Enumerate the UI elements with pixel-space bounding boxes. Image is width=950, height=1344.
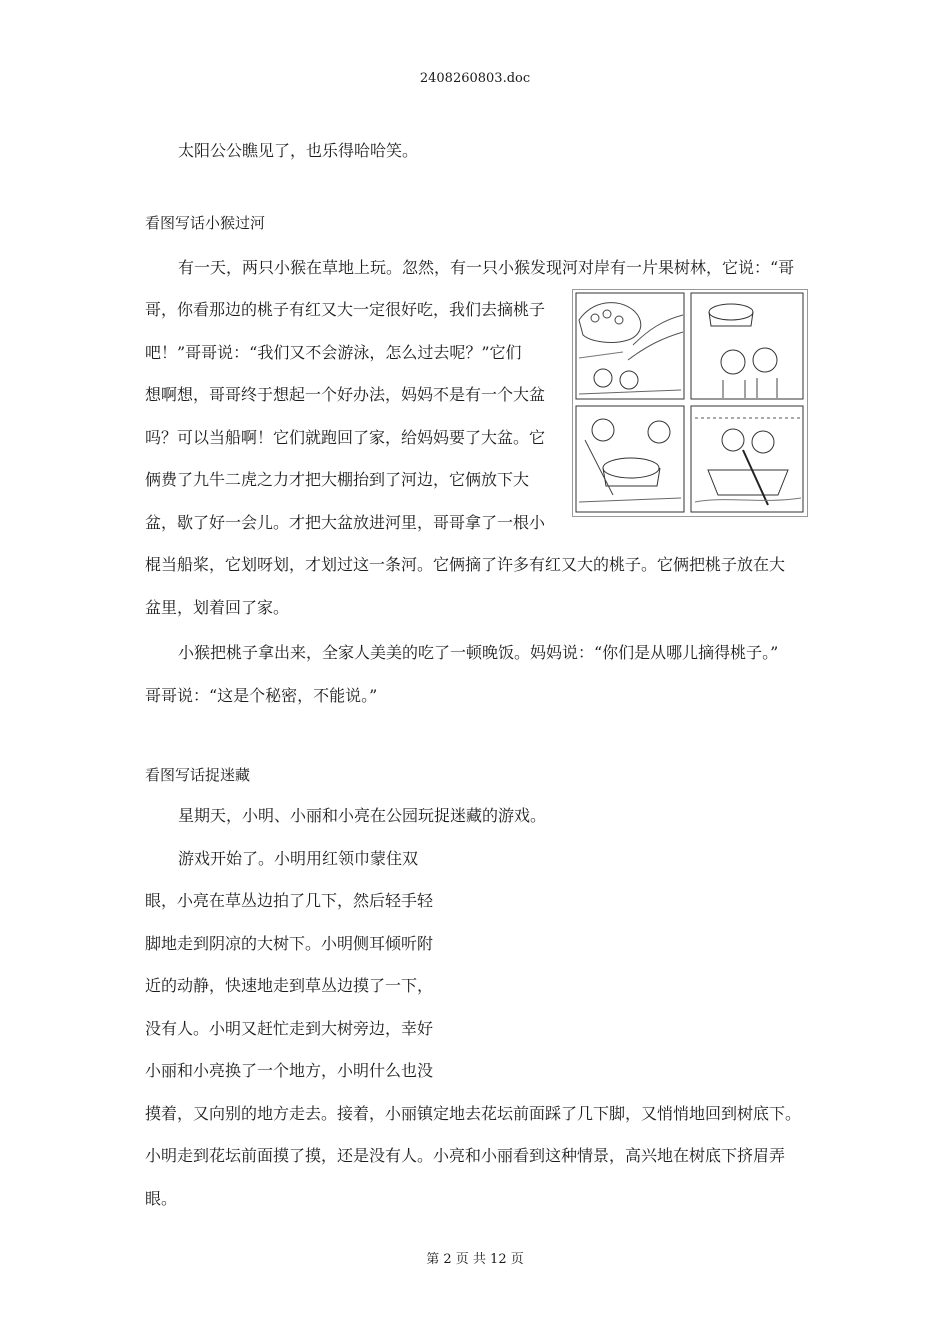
paragraph-line: 有一天，两只小猴在草地上玩。忽然，有一只小猴发现河对岸有一片果树林，它说：“哥 (178, 258, 795, 277)
paragraph-line: 俩费了九牛二虎之力才把大棚抬到了河边，它俩放下大 (145, 470, 530, 489)
section-title-hide-and-seek: 看图写话捉迷藏 (145, 766, 251, 784)
paragraph-line: 盆里，划着回了家。 (145, 598, 290, 617)
paragraph-line: 哥，你看那边的桃子有红又大一定很好吃，我们去摘桃子 (145, 300, 546, 319)
section-title-monkey: 看图写话小猴过河 (145, 214, 266, 232)
paragraph-line: 近的动静，快速地走到草丛边摸了一下， (145, 976, 434, 995)
document-header-filename: 2408260803.doc (419, 71, 531, 86)
paragraph-line: 棍当船桨，它划呀划，才划过这一条河。它俩摘了许多有红又大的桃子。它俩把桃子放在大 (145, 555, 786, 574)
paragraph-line: 眼。 (145, 1189, 178, 1208)
paragraph-line: 哥哥说：“这是个秘密，不能说。” (145, 686, 378, 705)
comic-illustration-monkeys-crossing-river (572, 289, 808, 517)
paragraph-line: 小丽和小亮换了一个地方，小明什么也没 (145, 1061, 434, 1080)
paragraph-line: 摸着，又向别的地方走去。接着，小丽镇定地去花坛前面踩了几下脚，又悄悄地回到树底下。 (145, 1104, 802, 1123)
paragraph-line: 没有人。小明又赶忙走到大树旁边，幸好 (145, 1019, 434, 1038)
paragraph-line: 小猴把桃子拿出来，全家人美美的吃了一顿晚饭。妈妈说：“你们是从哪儿摘得桃子。” (178, 643, 779, 662)
paragraph-line: 吧！”哥哥说：“我们又不会游泳，怎么过去呢？”它们 (145, 343, 522, 362)
page-number-footer: 第 2 页 共 12 页 (426, 1252, 524, 1267)
paragraph-line: 吗？可以当船啊！它们就跑回了家，给妈妈要了大盆。它 (145, 428, 546, 447)
paragraph-line: 游戏开始了。小明用红领巾蒙住双 (178, 849, 419, 868)
paragraph-line: 想啊想，哥哥终于想起一个好办法，妈妈不是有一个大盆 (145, 385, 546, 404)
paragraph-line: 脚地走到阴凉的大树下。小明侧耳倾听附 (145, 934, 434, 953)
paragraph-line: 星期天，小明、小丽和小亮在公园玩捉迷藏的游戏。 (178, 806, 547, 825)
paragraph-line: 小明走到花坛前面摸了摸，还是没有人。小亮和小丽看到这种情景，高兴地在树底下挤眉弄 (145, 1146, 786, 1165)
paragraph-line: 太阳公公瞧见了，也乐得哈哈笑。 (178, 141, 419, 160)
paragraph-line: 盆，歇了好一会儿。才把大盆放进河里，哥哥拿了一根小 (145, 513, 546, 532)
paragraph-line: 眼，小亮在草丛边拍了几下，然后轻手轻 (145, 891, 434, 910)
